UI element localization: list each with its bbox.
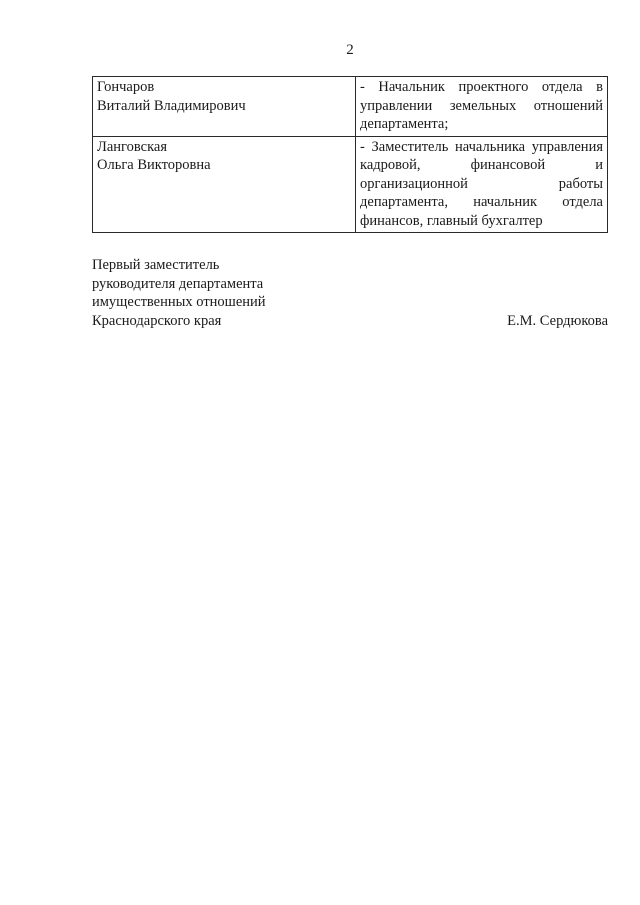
member-surname: Ланговская — [97, 138, 167, 155]
member-name-cell — [93, 77, 356, 137]
signature-title-line: Первый заместитель — [92, 257, 220, 273]
signature-block — [92, 256, 608, 330]
signature-title-line: руководителя департамента — [92, 275, 264, 292]
member-given-names: Ольга Викторовна — [97, 157, 211, 173]
table-row — [93, 136, 608, 233]
member-name-cell — [93, 136, 356, 233]
member-position: - Начальник проектного отдела в управлении земельных отношений департамента; — [356, 77, 608, 137]
signature-title-line: имущественных отношений — [92, 294, 266, 310]
page-number: 2 — [346, 42, 354, 58]
member-given-names: Виталий Владимирович — [97, 97, 246, 114]
signature-title-line: Краснодарского края — [92, 312, 222, 329]
member-surname: Гончаров — [97, 79, 155, 95]
signatory-name: Е.М. Сердюкова — [507, 312, 608, 329]
members-table — [92, 76, 608, 233]
table-row — [93, 77, 608, 137]
member-position: - Заместитель начальника управления кадровой, финансовой и организационной работы департамента, начальник отдела финансов, главный бухгалтер — [356, 136, 608, 233]
